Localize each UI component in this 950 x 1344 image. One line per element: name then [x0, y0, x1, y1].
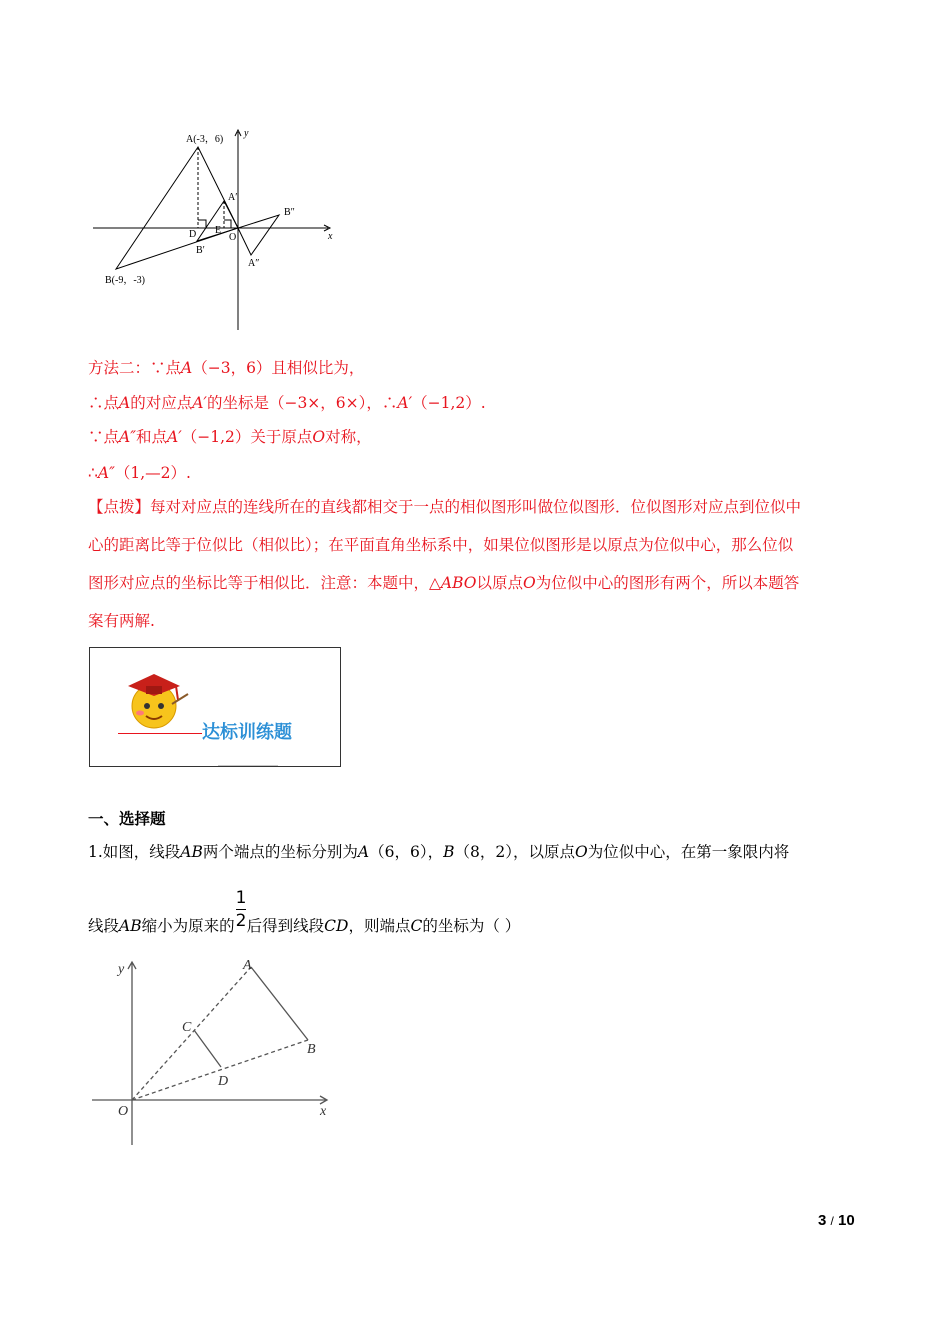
label-A: A(-3，6) — [186, 134, 224, 145]
label-E: E — [215, 225, 222, 236]
question-1-line-2: 线段AB缩小为原来的 $\frac{1}{2}$ 后得到线段CD，则端点C的坐标为（ ） — [88, 888, 521, 935]
page-number — [818, 1212, 855, 1229]
tip-line-3: 图形对应点的坐标比等于相似比．注意：本题中，△ABO以原点O为位似中心的图形有两个，所以本题答 — [88, 574, 800, 592]
label-B: B(-9，-3) — [105, 275, 145, 286]
tip-line-2: 心的距离比等于位似比（相似比）；在平面直角坐标系中，如果位似图形是以原点为位似中心，那么位似 — [88, 536, 794, 554]
solution-line-1: 方法二：∵点A（−3，6）且相似比为， — [88, 359, 365, 377]
banner-underline — [118, 733, 202, 734]
label-x: x — [320, 1104, 327, 1119]
figure-segment-homothety — [88, 955, 348, 1150]
mascot-graduate-icon — [114, 664, 194, 734]
question-1-line-1: 1.如图，线段AB两个端点的坐标分别为A（6，6），B（8，2），以原点O为位似中心，在第一象限内将 — [88, 843, 790, 861]
label-B-double: B″ — [284, 207, 295, 218]
page-separator: / — [830, 1214, 834, 1228]
banner-title: 达标训练题 — [202, 722, 292, 743]
segment-CD — [194, 1030, 221, 1067]
tip-line-1: 【点拨】每对对应点的连线所在的直线都相交于一点的相似图形叫做位似图形．位似图形对应点到位似中 — [88, 498, 802, 516]
fraction-denominator: 2 — [235, 911, 247, 931]
dashed-OB — [132, 1040, 308, 1100]
label-A-double: A″ — [248, 258, 260, 269]
triangle-AdoubleBdoubleO — [238, 215, 279, 255]
section-title: 一、选择题 — [88, 809, 166, 828]
label-O: O — [229, 232, 237, 243]
label-O: O — [118, 1104, 129, 1119]
label-y: y — [118, 962, 125, 977]
label-x: x — [328, 231, 333, 242]
training-banner — [89, 647, 341, 767]
right-angle-E — [224, 220, 231, 228]
label-D: D — [189, 229, 197, 240]
label-y: y — [244, 128, 249, 139]
banner-shadow — [218, 765, 278, 766]
fraction-one-half — [235, 888, 247, 937]
tip-line-4: 案有两解. — [88, 612, 155, 630]
label-C: C — [182, 1020, 192, 1035]
right-angle-D — [198, 220, 206, 228]
label-D: D — [218, 1074, 229, 1089]
solution-line-3: ∵点A″和点A′（−1,2）关于原点O对称， — [88, 428, 372, 446]
solution-line-4: ∴A″（1,—2）. — [88, 464, 191, 482]
page-total: 10 — [838, 1212, 855, 1229]
label-B: B — [307, 1042, 316, 1057]
label-B-prime: B′ — [196, 245, 205, 256]
label-A: A — [243, 958, 252, 973]
segment-AB — [251, 967, 308, 1040]
page-current: 3 — [818, 1212, 827, 1229]
dashed-OA — [132, 967, 251, 1100]
solution-line-2: ∴点A的对应点A′的坐标是（−3×，6×），∴A′（−1,2）. — [88, 394, 486, 412]
figure-homothety-triangles — [88, 120, 348, 335]
fraction-numerator: 1 — [235, 888, 247, 908]
label-A-prime: A′ — [228, 192, 238, 203]
